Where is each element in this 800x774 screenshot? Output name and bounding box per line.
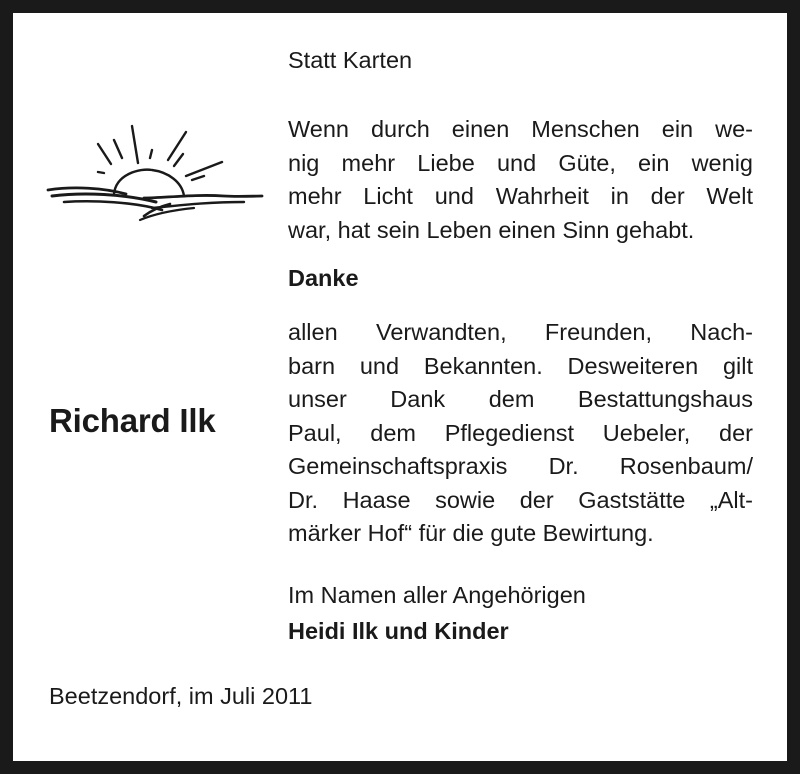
- thanks-line: märker Hof“ für die gute Bewirtung.: [288, 520, 654, 546]
- quote-line: war, hat sein Leben einen Sinn gehabt.: [288, 216, 695, 243]
- quote-line: mehr Licht und Wahrheit in der Welt: [288, 183, 753, 209]
- quote-line: nig mehr Liebe und Güte, ein wenig: [288, 149, 753, 176]
- thanks-line: allen Verwandten, Freunden, Nach-: [288, 319, 753, 345]
- memorial-quote: [288, 113, 753, 247]
- deceased-name: Richard Ilk: [49, 402, 216, 439]
- statt-karten-line: Statt Karten: [288, 47, 413, 73]
- thanks-line: Dr. Haase sowie der Gaststätte „Alt-: [288, 486, 753, 513]
- place-date: Beetzendorf, im Juli 2011: [49, 683, 313, 709]
- thanks-line: unser Dank dem Bestattungshaus: [288, 386, 753, 412]
- thanks-line: Gemeinschaftspraxis Dr. Rosenbaum/: [288, 453, 753, 479]
- sunset-icon: [44, 118, 266, 226]
- thanks-heading: Danke: [288, 265, 359, 291]
- thanks-text: [288, 316, 753, 551]
- thanks-line: barn und Bekannten. Desweiteren gilt: [288, 352, 753, 379]
- quote-line: Wenn durch einen Menschen ein we-: [288, 116, 753, 142]
- signature-intro: Im Namen aller Angehörigen: [288, 582, 586, 608]
- signature-names: Heidi Ilk und Kinder: [288, 618, 509, 644]
- thanks-line: Paul, dem Pflegedienst Uebeler, der: [288, 419, 753, 446]
